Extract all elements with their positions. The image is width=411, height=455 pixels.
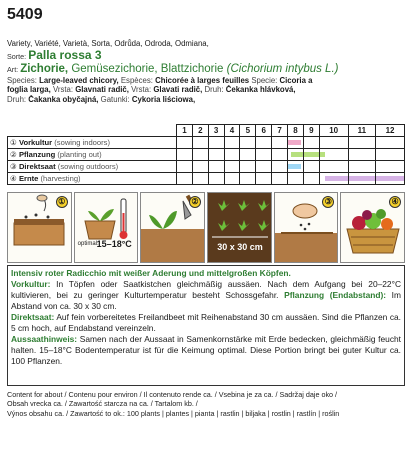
sorte-line	[7, 49, 405, 63]
calendar-cell	[303, 137, 319, 149]
calendar-cell	[288, 161, 304, 173]
description-headline: Intensiv roter Radicchio mit weißer Aderung und mittelgroßen Köpfen.	[11, 268, 291, 278]
calendar-row-name: Ernte	[18, 174, 39, 183]
calendar-cell	[208, 161, 224, 173]
calendar-cell	[256, 137, 272, 149]
content-footer	[7, 390, 405, 418]
footer-line-1: Content for about / Contenu pour environ / Il contenuto rende ca. / Vsebina je za ca. / Sadržaj daje oko /	[7, 390, 338, 399]
calendar-cell	[177, 137, 193, 149]
calendar-cell	[376, 173, 405, 185]
calendar-cell	[240, 149, 256, 161]
month-7: 7	[272, 125, 288, 137]
calendar-cell	[376, 137, 405, 149]
species-line-2	[7, 85, 405, 95]
calendar-cell	[303, 161, 319, 173]
month-2: 2	[192, 125, 208, 137]
sorte-label: Sorte:	[7, 51, 27, 61]
direktsaat-paragraph	[11, 312, 401, 334]
species-lang-en: Species:	[7, 75, 37, 85]
calendar-cell	[303, 173, 319, 185]
calendar-row-number: ③	[10, 162, 17, 171]
species-line-1	[7, 76, 405, 86]
cultivation-instructions	[7, 265, 405, 386]
calendar-cell	[208, 173, 224, 185]
picture-spacing	[207, 192, 272, 263]
calendar-period-bar	[320, 152, 326, 157]
month-3: 3	[208, 125, 224, 137]
calendar-row-english: (planting out)	[57, 150, 102, 159]
footer-line-3: Výnos obsahu ca. / Zawartość to ok.: 100 plants | plantes | pianta | rastlin | biljaka | rostlin | rastlín | roślin	[7, 408, 340, 418]
art-label: Art:	[7, 64, 19, 74]
spacing-value: 30 x 30 cm	[217, 242, 263, 252]
calendar-cell	[272, 137, 288, 149]
species-name-hr: Glavati radič,	[153, 85, 203, 95]
calendar-cell	[177, 161, 193, 173]
calendar-period-bar	[349, 176, 376, 181]
aussaat-paragraph	[11, 334, 401, 367]
temp-value: 15–18°C	[96, 239, 132, 249]
calendar-cell	[272, 161, 288, 173]
calendar-cell	[319, 137, 348, 149]
calendar-row-number: ②	[10, 150, 17, 159]
species-lang-sk: Druh:	[7, 94, 27, 104]
calendar-cell	[272, 173, 288, 185]
calendar-period-bar	[288, 140, 301, 145]
species-name-en: Large-leaved chicory,	[39, 75, 119, 85]
aussaat-text: Samen nach der Aussaat in Samenkornstärke mit Erde bedecken, gleichmäßig feucht halten. 15–18°C Bodentemperatur ist für die Keimung optimal. Diese Portion bringt bei guter Kultur ca. 100 Pflanzen.	[11, 334, 401, 366]
calendar-corner	[8, 125, 177, 137]
calendar-cell	[192, 173, 208, 185]
calendar-cell	[224, 137, 240, 149]
step-2-badge: ②	[189, 196, 201, 208]
calendar-cell	[208, 137, 224, 149]
species-lang-hr: Vrsta:	[131, 85, 152, 95]
instructions-body	[11, 279, 401, 312]
calendar-cell	[224, 161, 240, 173]
calendar-row-number: ④	[10, 174, 17, 183]
calendar-cell	[192, 161, 208, 173]
picture-sowing-indoors	[7, 192, 72, 263]
calendar-cell	[348, 137, 376, 149]
art-line	[7, 63, 405, 76]
calendar-row	[8, 137, 405, 149]
calendar-cell	[376, 149, 405, 161]
calendar-cell	[192, 149, 208, 161]
calendar-period-bar	[304, 152, 319, 157]
calendar-cell	[256, 161, 272, 173]
calendar-row	[8, 161, 405, 173]
step-1-badge: ①	[56, 196, 68, 208]
species-lang-sl: Vrsta:	[52, 85, 74, 95]
species-name-pl: Cykoria liściowa,	[131, 94, 196, 104]
art-latin: (Cichorium intybus L.)	[226, 62, 339, 75]
pflanzung-text: Im Abstand von ca. 30 x 30 cm.	[11, 290, 401, 311]
calendar-cell	[224, 149, 240, 161]
month-1: 1	[177, 125, 193, 137]
instruction-pictures	[7, 192, 405, 263]
calendar-cell	[272, 149, 288, 161]
calendar-row-name: Pflanzung	[18, 150, 56, 159]
calendar-cell	[177, 149, 193, 161]
calendar-row-name: Vorkultur	[18, 138, 53, 147]
calendar-cell	[348, 173, 376, 185]
aussaat-label: Aussaathinweis:	[11, 334, 78, 344]
calendar-period-bar	[376, 176, 404, 181]
calendar-row-english: (harvesting)	[40, 174, 81, 183]
month-12: 12	[376, 125, 405, 137]
species-name-cz: Čekanka hlávková,	[225, 85, 296, 95]
calendar-row	[8, 173, 405, 185]
calendar-cell	[256, 149, 272, 161]
calendar-cell	[288, 137, 304, 149]
pflanzung-label: Pflanzung (Endabstand):	[284, 290, 387, 300]
calendar-period-bar	[325, 176, 347, 181]
calendar-cell	[348, 149, 376, 161]
sowing-calendar	[7, 124, 405, 185]
vorkultur-label: Vorkultur:	[11, 279, 51, 289]
calendar-cell	[288, 149, 304, 161]
species-lang-cz: Druh:	[204, 85, 224, 95]
calendar-cell	[319, 161, 348, 173]
product-code: 5409	[7, 6, 43, 23]
calendar-cell	[376, 161, 405, 173]
calendar-cell	[319, 149, 348, 161]
step-3-badge: ③	[322, 196, 334, 208]
calendar-row-label	[8, 149, 177, 161]
species-line-3	[7, 95, 405, 105]
seedling-pot-icon	[75, 193, 139, 262]
month-9: 9	[303, 125, 319, 137]
art-rest: Gemüsezichorie, Blattzichorie	[68, 62, 227, 75]
calendar-cell	[177, 173, 193, 185]
picture-harvest	[340, 192, 405, 263]
species-name-fr: Chicorée à larges feuilles	[155, 75, 250, 85]
month-8: 8	[288, 125, 304, 137]
species-name-sl: Glavnati radič,	[75, 85, 129, 95]
calendar-cell	[288, 173, 304, 185]
calendar-row-label	[8, 161, 177, 173]
calendar-row-english: (sowing outdoors)	[57, 162, 119, 171]
picture-sowing-outdoors	[274, 192, 339, 263]
calendar-cell	[240, 161, 256, 173]
species-lang-fr: Espèces:	[120, 75, 153, 85]
calendar-period-bar	[291, 152, 303, 157]
picture-temperature	[74, 192, 139, 263]
footer-line-2: Obsah vrecka ca. / Zawartość starcza na ca. / Tartalom kb. /	[7, 399, 198, 409]
calendar-row-label	[8, 137, 177, 149]
calendar-cell	[240, 137, 256, 149]
direktsaat-text: Auf fein vorbereitetes Freilandbeet mit Reihenabstand 30 cm aussäen. Sind die Pflanzen ca. 5 cm hoch, auf Endabstand vereinzeln.	[11, 312, 401, 333]
month-11: 11	[348, 125, 376, 137]
direktsaat-label: Direktsaat:	[11, 312, 55, 322]
species-lang-pl: Gatunki:	[100, 94, 130, 104]
calendar-cell	[319, 173, 348, 185]
calendar-cell	[240, 173, 256, 185]
art-name: Zichorie,	[20, 62, 69, 75]
species-name-it: Cicoria a	[279, 75, 313, 85]
month-4: 4	[224, 125, 240, 137]
calendar-cell	[256, 173, 272, 185]
calendar-row-number: ①	[10, 138, 17, 147]
month-5: 5	[240, 125, 256, 137]
species-name-sk: Čakanka obyčajná,	[28, 94, 99, 104]
calendar-period-bar	[288, 164, 301, 169]
calendar-row-name: Direktsaat	[18, 162, 56, 171]
calendar-header-row	[8, 125, 405, 137]
vorkultur-text: In Töpfen oder Saatkistchen gleichmäßig aussäen. Nach dem Aufgang bei 20–22°C kultivieren, bei zu geringer Kulturtemperatur besteht Schossgefahr.	[11, 279, 401, 300]
species-name-it-cont: foglia larga,	[7, 85, 51, 95]
step-4-badge: ④	[389, 196, 401, 208]
month-10: 10	[319, 125, 348, 137]
calendar-cell	[192, 137, 208, 149]
picture-planting	[140, 192, 205, 263]
calendar-row-english: (sowing indoors)	[54, 138, 110, 147]
month-6: 6	[256, 125, 272, 137]
calendar-cell	[348, 161, 376, 173]
calendar-cell	[208, 149, 224, 161]
temp-label: optimal:	[77, 241, 99, 247]
calendar-cell	[224, 173, 240, 185]
variety-header	[7, 39, 405, 104]
calendar-row-label	[8, 173, 177, 185]
variety-languages: Variety, Variété, Varietà, Sorta, Odrůda, Odroda, Odmiana,	[7, 39, 209, 48]
species-lang-it: Specie:	[251, 75, 278, 85]
calendar-row	[8, 149, 405, 161]
calendar-cell	[303, 149, 319, 161]
sorte-name: Palla rossa 3	[28, 47, 102, 62]
